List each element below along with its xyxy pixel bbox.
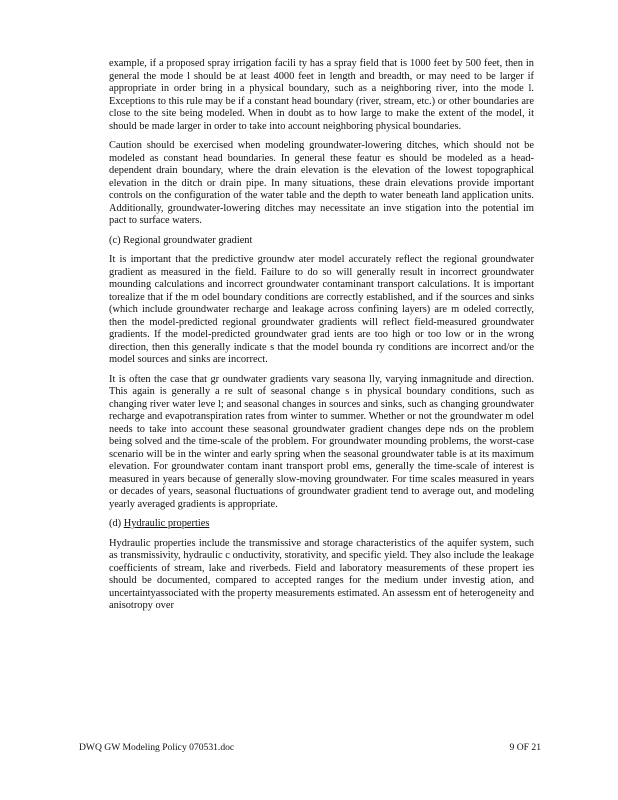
paragraph-predictive-model: It is important that the predictive groundw ater model accurately reflect the regional groundwater gradient as measured in the field. Failure to do so will generally result in incorrect groundwater mounding calculations and incorrect groundwater contaminant transport calculations. It is important torealize that if the m odel boundary conditions are correctly established, and if the sources and sinks (which include groundwater recharge and leakage across confining layers) are m odeled correctly, then the model-predicted regional groundwater gradients will reflect field-measured groundwater gradients. If the model-predicted groundwater grad ients are too high or too low or in the wrong direction, then this generally indicate s that the model bounda ry conditions are incorrect and/or the model sources and sinks are incorrect. xyxy=(109,254,534,365)
heading-prefix: (d) xyxy=(109,518,124,529)
footer-document-name: DWQ GW Modeling Policy 070531.doc xyxy=(79,742,235,753)
footer-page-number: 9 OF 21 xyxy=(509,742,541,753)
body-text xyxy=(109,58,534,620)
paragraph-spray-field: example, if a proposed spray irrigation facili ty has a spray field that is 1000 feet by 500 feet, then in general the mode l should be at least 4000 feet in length and breadth, or may need to be larger if appropriate in order bring in a physical boundary, such as a neighboring river, into the mode l. Exceptions to this rule may be if a constant head boundary (river, stream, etc.) or other boundaries are close to the site being modeled. When in doubt as to how large to make the extent of the model, it should be made larger in order to take into account neighboring physical boundaries. xyxy=(109,58,534,132)
heading-regional-gradient: (c) Regional groundwater gradient xyxy=(109,234,253,246)
heading-hydraulic-properties xyxy=(109,518,534,531)
paragraph-hydraulic-properties: Hydraulic properties include the transmissive and storage characteristics of the aquifer system, such as transmissivity, hydraulic c onductivity, storativity, and specific yield. They also include the leakage coefficients of stream, lake and riverbeds. Field and laboratory measurements of these propert ies should be documented, compared to accepted ranges for the medium under investig ation, and uncertaintyassociated with the property measurements estimated. An assessm ent of heterogeneity and anisotropy over xyxy=(109,537,534,611)
paragraph-ditches: Caution should be exercised when modeling groundwater-lowering ditches, which should not be modeled as constant head boundaries. In general these featur es should be modeled as a head-dependent drain boundary, where the drain elevation is the elevation of the lowest topographical elevation in the ditch or drain pipe. In many situations, these drain elevations provide important controls on the configuration of the water table and the depth to water beneath land application units. Additionally, groundwater-lowering ditches may necessitate an inve stigation into the potential im pact to surface waters. xyxy=(109,140,534,226)
paragraph-seasonal-gradients: It is often the case that gr oundwater gradients vary seasona lly, varying inmagnitude and direction. This again is generally a re sult of seasonal change s in physical boundary conditions, such as changing river water leve l; and seasonal changes in sources and sinks, such as changing groundwater recharge and evapotranspiration rates from winter to summer. Whether or not the groundwater m odel needs to take into account these seasonal groundwater gradient changes depe nds on the problem being solved and the time-scale of the problem. For groundwater mounding problems, the worst-case scenario will be in the winter and early spring when the seasonal groundwater table is at its maximum elevation. For groundwater contam inant transport probl ems, generally the time-scale of interest is measured in years because of generally slow-moving groundwater. For time scales measured in years or decades of years, seasonal fluctuations of groundwater gradient tend to average out, and modeling yearly averaged gradients is appropriate. xyxy=(109,373,534,510)
heading-title: Hydraulic properties xyxy=(123,518,210,529)
